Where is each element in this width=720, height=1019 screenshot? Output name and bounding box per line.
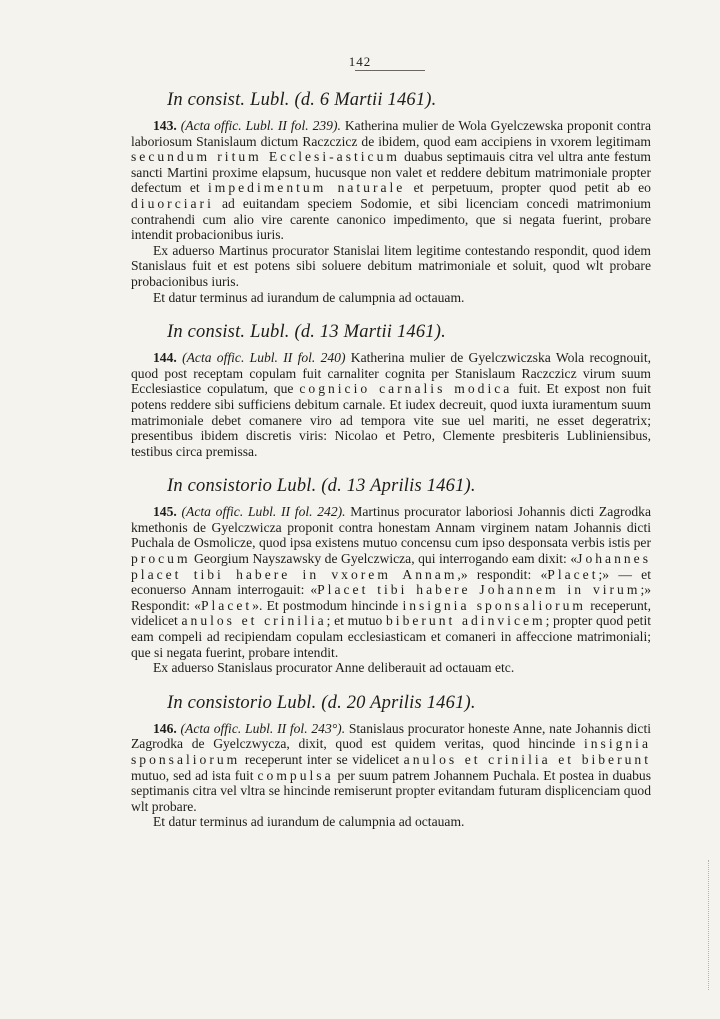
spaced-emphasis: secundum ritum Ecclesi-asticum <box>131 149 400 165</box>
section-146 <box>131 691 651 830</box>
entry-continuation: Ex aduerso Stanislaus procurator Anne deliberauit ad octauam etc. <box>153 660 515 676</box>
page-number: 142 <box>348 54 372 69</box>
margin-mark <box>708 860 713 990</box>
spaced-emphasis: diuorciari <box>131 195 214 211</box>
spaced-emphasis: insignia sponsaliorum <box>402 597 586 613</box>
entry-citation: (Acta offic. Lubl. II fol. 239). <box>180 118 341 133</box>
section-heading: In consist. Lubl. (d. 6 Martii 1461). <box>167 90 437 110</box>
spaced-emphasis: impedimentum naturale <box>207 180 406 196</box>
entry-continuation: Ex aduerso Martinus procurator Stanislai litem legitime contestando respondit, quod idem Stanislaus fuit et est potens sibi soluere debitum matrimoniale et soluit, quod wlt probare probacionibus iuris. <box>131 242 651 289</box>
entry-number: 145. <box>153 504 182 520</box>
page-number-rule <box>355 70 425 71</box>
spaced-emphasis: Placet <box>200 597 253 613</box>
entry-citation: (Acta offic. Lubl. II fol. 242). <box>181 504 346 520</box>
section-145 <box>131 474 651 676</box>
spaced-emphasis: procum <box>131 551 191 567</box>
spaced-emphasis: Placet tibi habere Johannem in virum <box>317 582 641 598</box>
spaced-emphasis: cognicio carnalis modica <box>299 381 513 397</box>
entry-continuation: Et datur terminus ad iurandum de calumpnia ad octauam. <box>153 289 465 305</box>
entry-continuation: Et datur terminus ad iurandum de calumpnia ad octauam. <box>153 814 465 830</box>
section-heading: In consist. Lubl. (d. 13 Martii 1461). <box>167 322 446 343</box>
spaced-emphasis: Placet <box>547 566 599 582</box>
section-heading: In consistorio Lubl. (d. 13 Aprilis 1461). <box>167 476 476 497</box>
spaced-emphasis: Johannes placet tibi habere in vxorem Annam <box>131 551 651 582</box>
entry-citation: (Acta offic. Lubl. II fol. 243°). <box>180 720 346 736</box>
spaced-emphasis: insignia sponsaliorum <box>131 736 651 767</box>
entry-number: 144. <box>153 350 183 366</box>
section-143 <box>131 88 651 305</box>
spaced-emphasis: compulsa <box>257 767 334 783</box>
entry-paragraph: 143. (Acta offic. Lubl. II fol. 239). Katherina mulier de Wola Gyelczewska proponit contra laboriosum Stanislaum dictum Raczczicz de ibidem, quod eam accipiens in vxorem legitimam secundum ritum Ecclesi-asticum duabus septimauis citra vel ultra ante festum sancti Martini proxime elapsum, hucusque non valet et reddere debitum matrimoniale propter defectum et impedimentum naturale et perpetuum, propter quod petit ab eo diuorciari ad euitandam speciem Sodomie, et sibi licenciam concedi matrimonium contrahendi cum alio vire carente canonico impedimento, que si negata fuerint, probare intendit probacionibus iuris. <box>131 118 652 243</box>
spaced-emphasis: anulos et crinilia <box>181 613 327 629</box>
entry-paragraph: 144. (Acta offic. Lubl. II fol. 240) Katherina mulier de Gyelczwiczska Wola recognouit, quod post receptam copulam fuit carnaliter cognita per Stanislaum Raczczicz virum suum Ecclesiastice copulatum, que cognicio carnalis modica fuit. Et expost non fuit potens reddere sibi sufficiens debitum carnale. Et iudex decreuit, quod iuxta iuramentum suum matrimoniale debet comanere viro ad tempora vite sue uel mariti, ne esset degeratrix; presentibus ibidem discretis viris: Nicolao et Petro, Clemente presbiteris Lubliniensibus, testibus circa premissa. <box>131 350 652 459</box>
entry-number: 143. <box>153 118 181 133</box>
spaced-emphasis: biberunt adinvicem <box>386 613 546 629</box>
spaced-emphasis: anulos et crinilia et biberunt <box>403 752 651 767</box>
document-body <box>131 88 651 830</box>
entry-number: 146. <box>153 720 181 736</box>
entry-paragraph: 146. (Acta offic. Lubl. II fol. 243°). Stanislaus procurator honeste Anne, nate Johannis dicti Zagrodka de Gyelczwycza, dixit, quod est quidem veritas, quod hincinde insignia sponsaliorum receperunt inter se videlicet anulos et crinilia et biberunt mutuo, sed ad ista fuit compulsa per suum patrem Johannem Puchala. Et postea in duabus septimanis citra vel vltra se hincinde remiserunt propter evitandam futuram displicenciam quod wlt probare. <box>131 720 652 814</box>
section-heading: In consistorio Lubl. (d. 20 Aprilis 1461). <box>167 692 476 713</box>
section-144 <box>131 320 651 459</box>
entry-citation: (Acta offic. Lubl. II fol. 240) <box>182 350 346 366</box>
entry-paragraph: 145. (Acta offic. Lubl. II fol. 242). Martinus procurator laboriosi Johannis dicti Zagrodka kmethonis de Gyelczwicza proponit contra honestam Annam virginem natam Johannis dicti Puchala de Osmolicze, quod ipsa existens mutuo concensu cum ipso desponsata verbis istis per procum Georgium Nayszawsky de Gyelczwicza, qui interrogando eam dixit: «Johannes placet tibi habere in vxorem Annam,» respondit: «Placet;» — et econuerso Annam interrogauit: «Placet tibi habere Johannem in virum;» Respondit: «Placet». Et postmodum hincinde insignia sponsaliorum receperunt, videlicet anulos et crinilia; et mutuo biberunt adinvicem; propter quod petit eam compeli ad recipiendam copulam ecclesiasticam et comaneri in affeccione matrimoniali; que si negata fuerint, probare intendit. <box>131 504 652 660</box>
